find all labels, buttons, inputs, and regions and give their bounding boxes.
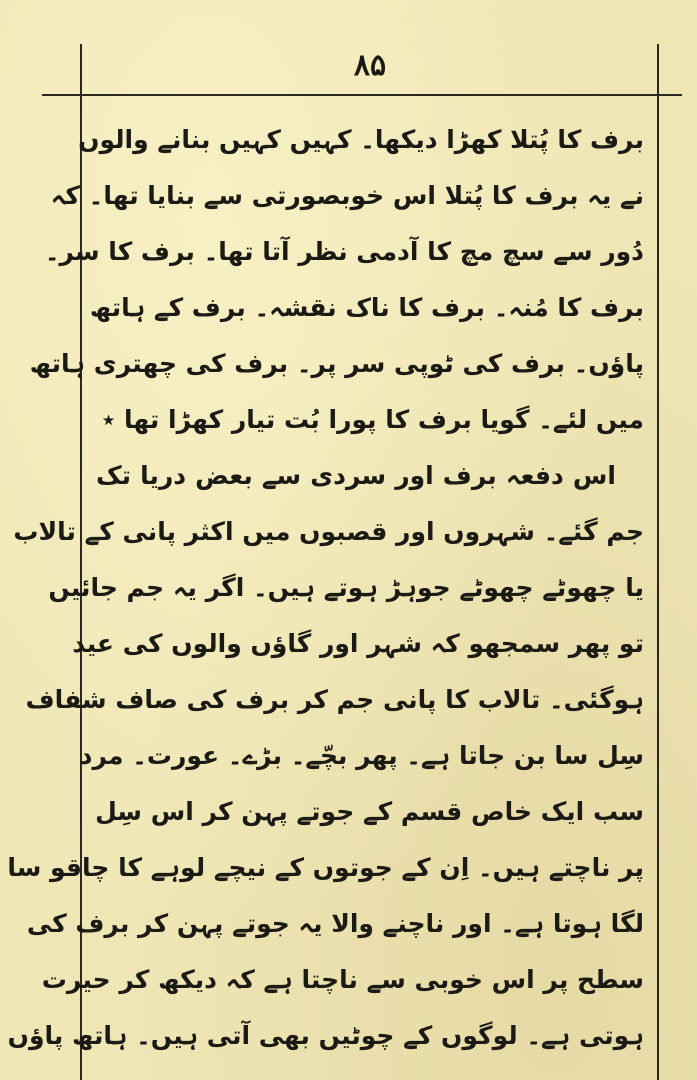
text-line: لگا ہوتا ہے۔ اور ناچنے والا یہ جوتے پہن کر برف کی xyxy=(26,909,644,938)
page-number: ۸۵ xyxy=(353,48,387,83)
text-line: تو پھر سمجھو کہ شہر اور گاؤں والوں کی عید xyxy=(72,629,644,658)
text-line: یا چھوٹے چھوٹے جوہڑ ہوتے ہیں۔ اگر یہ جم جائیں xyxy=(48,573,644,602)
text-line: نے یہ برف کا پُتلا اس خوبصورتی سے بنایا تھا۔ کہ xyxy=(50,181,644,210)
text-line: ہوتی ہے۔ لوگوں کے چوٹیں بھی آتی ہیں۔ ہاتھ پاؤں xyxy=(7,1021,644,1050)
text-line: برف کا پُتلا کھڑا دیکھا۔ کہیں کہیں بنانے والوں xyxy=(78,125,644,154)
text-line: سطح پر اس خوبی سے ناچتا ہے کہ دیکھ کر حیرت xyxy=(41,965,644,994)
text-line: جم گئے۔ شہروں اور قصبوں میں اکثر پانی کے تالاب xyxy=(13,517,644,546)
right-margin-rule xyxy=(657,44,659,1080)
body-text xyxy=(7,112,644,1072)
text-line: پر ناچتے ہیں۔ اِن کے جوتوں کے نیچے لوہے کا چاقو سا xyxy=(7,853,644,882)
text-line: سب ایک خاص قسم کے جوتے پہن کر اس سِل xyxy=(95,797,644,826)
text-line: سِل سا بن جاتا ہے۔ پھر بچّے۔ بڑے۔ عورت۔ مرد xyxy=(79,741,644,770)
text-line: برف کا مُنہ۔ برف کا ناک نقشہ۔ برف کے ہاتھ xyxy=(89,293,644,322)
text-line: میں لئے۔ گویا برف کا پورا بُت تیار کھڑا تھا ٭ xyxy=(101,405,644,434)
header-rule xyxy=(42,94,682,96)
paragraph-start-line: اس دفعہ برف اور سردی سے بعض دریا تک xyxy=(96,461,616,490)
text-line: پاؤں۔ برف کی ٹوپی سر پر۔ برف کی چھتری ہاتھ xyxy=(29,349,644,378)
text-line: ہوگئی۔ تالاب کا پانی جم کر برف کی صاف شفاف xyxy=(25,685,644,714)
text-line: دُور سے سچ مچ کا آدمی نظر آتا تھا۔ برف کا سر۔ xyxy=(44,237,644,266)
